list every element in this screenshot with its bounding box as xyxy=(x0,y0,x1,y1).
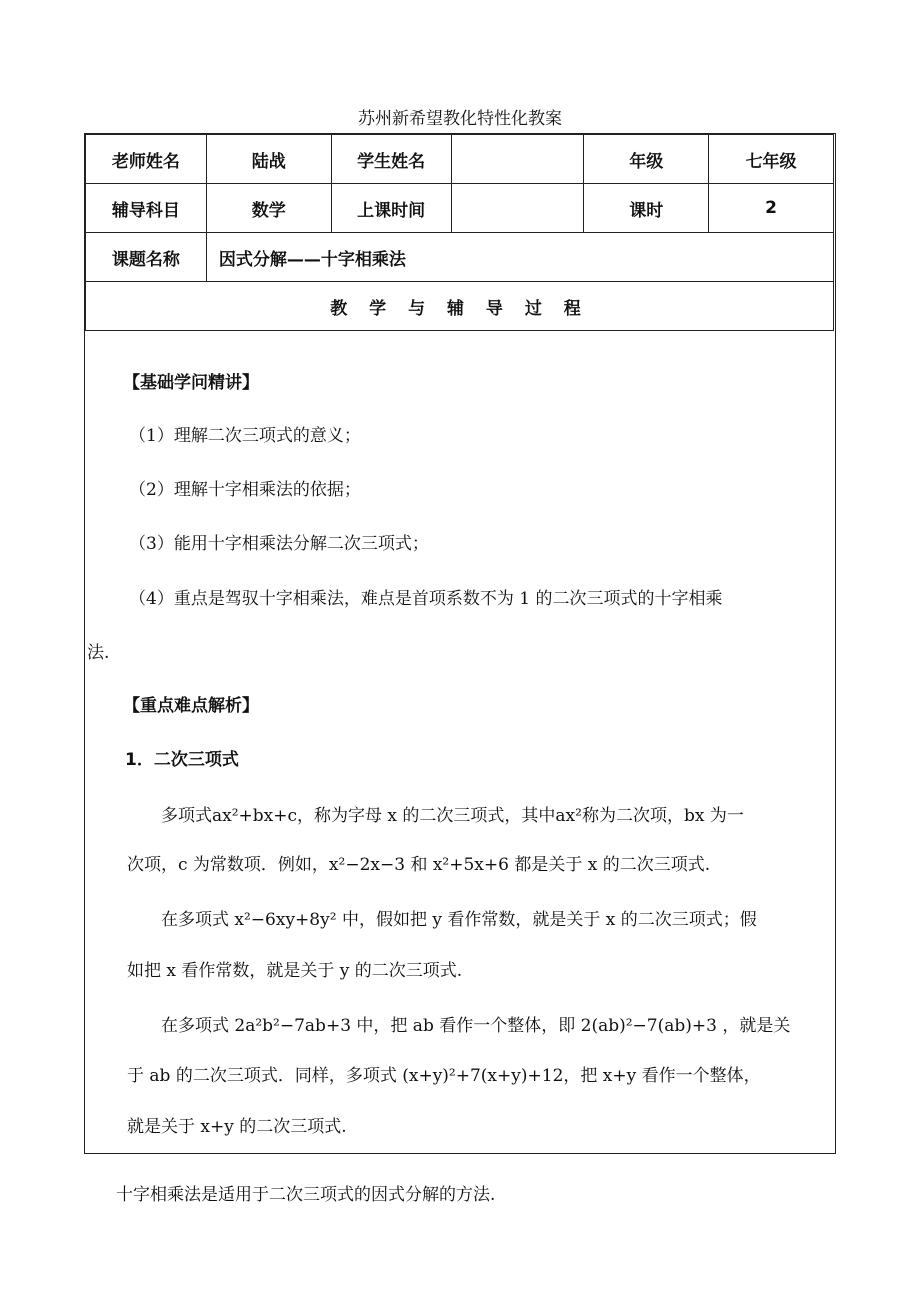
basics-heading: 【基础学问精讲】 xyxy=(123,373,259,393)
key-points-heading: 【重点难点解析】 xyxy=(123,696,259,716)
student-label: 学生姓名 xyxy=(331,135,451,184)
objective-3: （3）能用十字相乘法分解二次三项式； xyxy=(129,534,429,554)
paragraph-3-line1: 在多项式 2a²b²−7ab+3 中，把 ab 看作一个整体，即 2(ab)²−7(ab)+3 ，就是关 xyxy=(161,1016,791,1036)
footer-text: 十字相乘法是适用于二次三项式的因式分解的方法. xyxy=(116,1185,496,1205)
info-row-2 xyxy=(86,184,834,233)
paragraph-2-line1: 在多项式 x²−6xy+8y² 中，假如把 y 看作常数，就是关于 x 的二次三项式；假 xyxy=(161,910,757,930)
time-label: 上课时间 xyxy=(331,184,451,233)
topic-value: 因式分解——十字相乘法 xyxy=(206,233,833,282)
time-value xyxy=(451,184,584,233)
info-row-1 xyxy=(86,135,834,184)
paragraph-1-line1: 多项式ax²+bx+c，称为字母 x 的二次三项式，其中ax²称为二次项，bx 为一 xyxy=(161,806,744,826)
subject-label: 辅导科目 xyxy=(86,184,207,233)
objective-2: （2）理解十字相乘法的依据； xyxy=(129,480,361,500)
grade-label: 年级 xyxy=(584,135,709,184)
paragraph-2-line2: 如把 x 看作常数，就是关于 y 的二次三项式. xyxy=(127,961,463,981)
objective-1: （1）理解二次三项式的意义； xyxy=(129,426,361,446)
subject-value: 数学 xyxy=(206,184,331,233)
topic-label: 课题名称 xyxy=(86,233,207,282)
document-title: 苏州新希望教化特性化教案 xyxy=(358,109,562,129)
info-table xyxy=(85,134,834,331)
paragraph-3-line2: 于 ab 的二次三项式．同样，多项式 (x+y)²+7(x+y)+12，把 x+y 看作一个整体， xyxy=(127,1066,761,1086)
hours-value: 2 xyxy=(709,184,834,233)
teacher-value: 陆战 xyxy=(206,135,331,184)
lesson-plan-frame xyxy=(84,133,836,1154)
hours-label: 课时 xyxy=(584,184,709,233)
process-heading: 教 学 与 辅 导 过 程 xyxy=(86,282,834,331)
paragraph-1-line2: 次项，c 为常数项．例如，x²−2x−3 和 x²+5x+6 都是关于 x 的二次三项式. xyxy=(127,855,711,875)
info-row-4 xyxy=(86,282,834,331)
paragraph-3-line3: 就是关于 x+y 的二次三项式. xyxy=(127,1117,347,1137)
info-row-3 xyxy=(86,233,834,282)
teacher-label: 老师姓名 xyxy=(86,135,207,184)
grade-value: 七年级 xyxy=(709,135,834,184)
objective-4-line2: 法. xyxy=(87,643,110,663)
objective-4-line1: （4）重点是驾驭十字相乘法，难点是首项系数不为 1 的二次三项式的十字相乘 xyxy=(129,589,723,609)
student-value xyxy=(451,135,584,184)
section-heading-1: 1．二次三项式 xyxy=(125,750,239,770)
